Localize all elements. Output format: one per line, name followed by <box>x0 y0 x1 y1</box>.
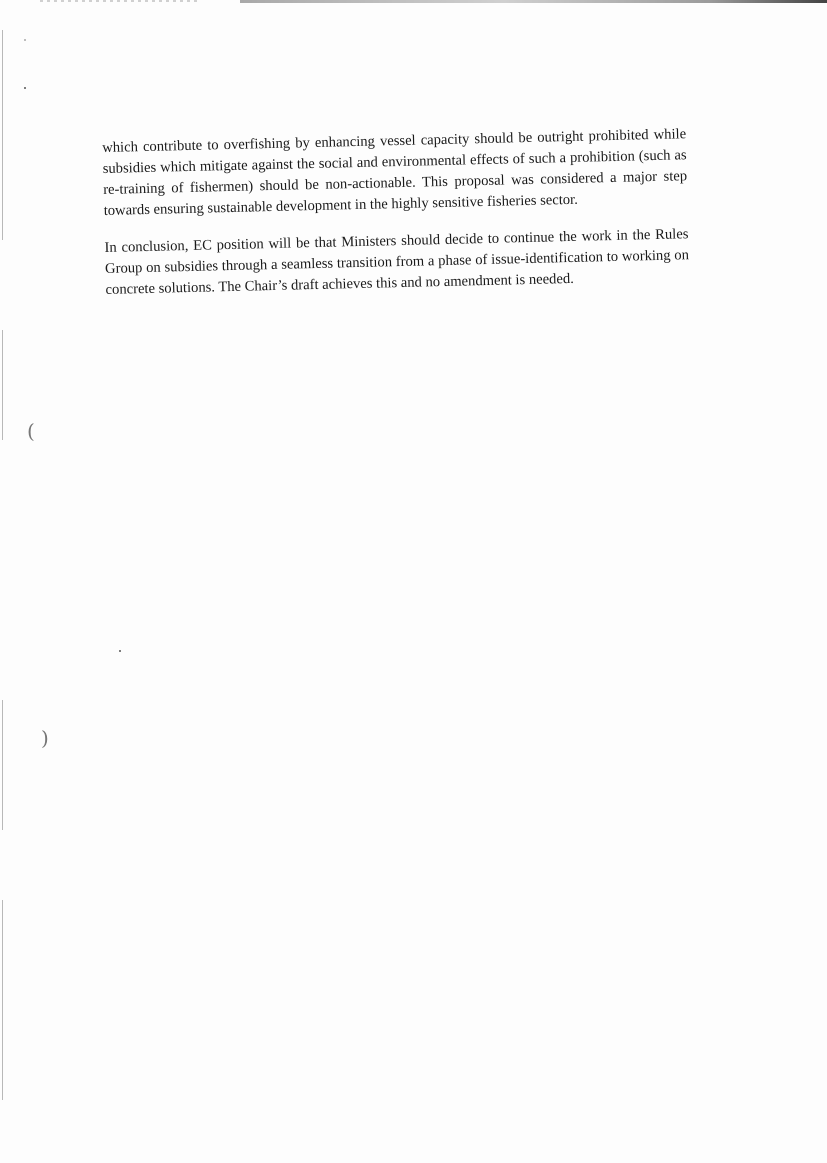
scan-speck <box>24 87 26 89</box>
scan-artifact-left-edge <box>2 330 3 440</box>
body-paragraph-2: In conclusion, EC position will be that Ministers should decide to continue the work in the Rules Group on subsidies through a seamless transition from a phase of issue-identification to working on concrete solutions. The Chair’s draft achieves this and no amendment is needed. <box>104 226 690 298</box>
document-body <box>102 124 690 317</box>
scan-artifact-left-edge <box>2 700 3 830</box>
scan-speck <box>24 39 26 41</box>
scan-artifact-top-left <box>40 0 200 2</box>
punch-hole-mark-upper: ( <box>27 419 35 443</box>
scan-speck <box>119 650 121 652</box>
body-paragraph-1: which contribute to overfishing by enhancing vessel capacity should be outright prohibited while subsidies which mitigate against the social and environmental effects of such a prohibition (such as re-training of fishermen) should be non-actionable. This proposal was considered a major step towards ensuring sustainable development in the highly sensitive fisheries sector. <box>102 126 688 219</box>
punch-hole-mark-lower: ) <box>41 726 49 750</box>
scan-artifact-left-edge <box>2 900 3 1100</box>
scan-artifact-top-edge <box>240 0 827 3</box>
scan-artifact-left-edge <box>2 30 3 240</box>
